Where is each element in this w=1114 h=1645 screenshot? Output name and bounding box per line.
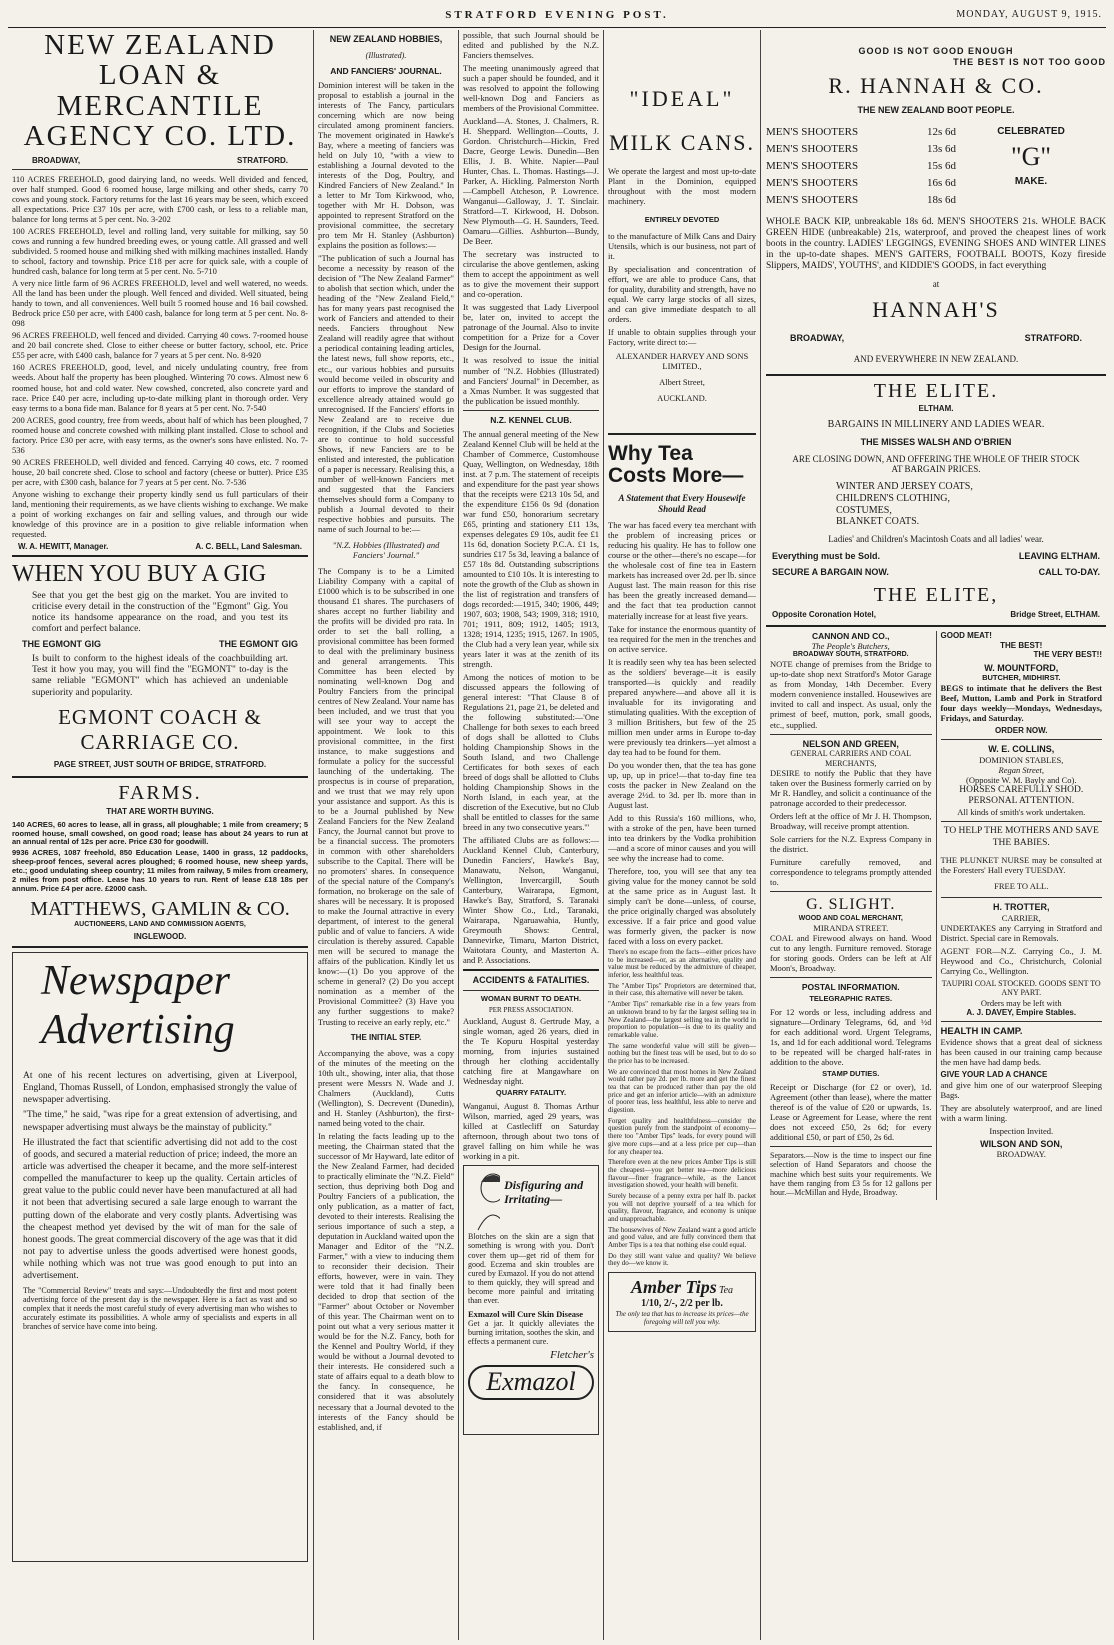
good-line-1: GOOD IS NOT GOOD ENOUGH	[858, 46, 1014, 56]
elite-item: CHILDREN'S CLOTHING,	[836, 492, 951, 504]
gig-body2: Is built to conform to the highest ideals of the coachbuilding art. Test it how you may, you will find the "EGMONT" to-day is the same reliable "EGMONT" which has achieved an undeniable superiority and popularity.	[32, 653, 288, 698]
farms-town: INGLEWOOD.	[133, 932, 187, 942]
elite-address	[772, 610, 1100, 619]
exmazol-headline: Disfiguring and Irritating—	[504, 1178, 584, 1207]
elite-item: BLANKET COATS.	[836, 516, 920, 528]
article-para: Wanganui, August 8. Thomas Arthur Wilson, married, aged 29 years, was killed at Castlecliff on Saturday afternoon, through about two tons of gravel falling on him while he was working in a pit.	[463, 1101, 599, 1162]
exmazol-body: Blotches on the skin are a sign that something is wrong with you. Don't cover them up—get rid of them for good. Eczema and skin troubles are cured by Exmazol. If you do not attend to them quickly, they will spread and become more painful and irritating than ever.	[468, 1232, 594, 1306]
article-para: Among the notices of motion to be discussed appears the following of general interest: "That Clause 8 of Regulations 21, page 21, be deleted and the following substituted:—'One Challenge for both sexes to each breed of dogs shall be allotted to Clubs holding Championship Shows in the South Island, and two Challenge Certificates for both sexes of each breed of dogs shall be allotted to Clubs holding Championship Shows in the North Island, in each year, at the discretion of the Executive, but no Club shall be entitled to classes for the same breed in any two consecutive years.'"	[463, 671, 599, 833]
article-para: Auckland, August 8. Gertrude May, a single woman, aged 26 years, died in the Te Kopuru Hospital yesterday morning, from injuries sustained through her clothing accidentally catching fire at Mangawhare on Wednesday night.	[463, 1016, 599, 1087]
article-para: The Company is to be a Limited Liability Company with a capital of £1000 which is to be subscribed in one thousand £1 shares. The purchasers of shares accept no further liability and the profits will be divided pro rata. In order to set the ball rolling, a provisional committee has been formed to deal with the preliminary business and general arrangements. This Committee has been elected by nominating well-known Dog and Poultry Fanciers from the principal centres of New Zealand. Your name has been included, and we trust that you will see your way to accept the appointment. We look to this provisional committee, in the first instance, to make suggestions and formulate a policy for the successful launching of the undertaking. The prospectus is in course of preparation, and we trust that we may rely upon your assistance and support. As this is to be a Journal published by New Zealand Fanciers for the New Zealand Fancy, the Journal cannot but prove to be a financial success. The promoters in common with other shareholders subscribe to the Capital. There will be no promoters' shares. In consequence of the special nature of the Company's formation, no brokerage on the sale of shares will be necessary. It is proposed to make the Journal attractive in every department, of interest to the general public and of value to fanciers. A wide circulation is thereby assured. Capable men will be secured to manage the affairs of the publication. Kindly let us know:—(1) Do you approve of the scheme in general? (2) Do you accept nomination as a member of the Provisional Committee? (3) Have you any further suggestions to make? Trusting to receive an early reply, etc."	[318, 565, 454, 1027]
tea-para: "Amber Tips" remarkable rise in a few years from an unknown brand to by far the largest selling tea in New Zealand—the largest selling tea in the world in proportion to population—is due to its quality and remarkable value.	[608, 1000, 756, 1039]
mountford-butcher: BUTCHER, MIDHIRST.	[982, 673, 1061, 683]
health-para: They are absolutely waterproof, and are lined with a warm lining.	[940, 1102, 1102, 1123]
tea-para: Forget quality and healthfulness—consider the question purely from the standpoint of economy—there too "Amber Tips" leads, for every pound will give more cups—and at a less price per cup—than for any cheaper tea.	[608, 1116, 756, 1156]
hannah-lines: WHOLE BACK KIP, unbreakable 18s 6d. MEN'S SHOOTERS 21s. WHOLE BACK GREEN HIDE (unbreakable) 21s, waterproof, and proved the cheapest lines of work boots in the country. LADIES' LEGGINGS, EVENING SHOES AND WINTER LINES in the up-to-date shapes. MEN'S GAITERS, FOOTBALL BOOTS, Kozy fireside Slippers, MAIDS', YOUTHS', and KIDDIE'S GOODS, in fact everything	[766, 216, 1106, 272]
shooter-price: 12s 6d	[926, 125, 956, 138]
farms-item: 9936 ACRES, 1087 freehold, 850 Education Lease, 1400 in grass, 12 paddocks, sheep-proof fences, several acres ploughed; 6 roomed house, new sheep yards, etc.; good undulating sheep country; 11 miles from railway, 5 miles from creamery, 2 miles from post office. Lease has 10 years to run. Rent of lease £18 18s per annum. Price £4 per acre. £2000 cash.	[12, 848, 308, 893]
elite-row-2	[772, 567, 1100, 578]
trotter-agent: AGENT FOR—N.Z. Carrying Co., J. M. Heywood and Co., Christchurch, Colonial Carrying Co., Wellington.	[940, 945, 1102, 976]
tea-para: Do you wonder then, that the tea has gone up, up, up in price!—that to-day fine tea costs the packer in New Zealand on the average 2½d. to 3d. per lb. more than in August last.	[608, 759, 756, 810]
article-para: The meeting unanimously agreed that such a paper should be founded, and it was resolved to appoint the following well-known Dog and Fanciers as members of the Provisional Committee.	[463, 63, 599, 114]
tea-para: We are convinced that most homes in New Zealand would rather pay 2d. per lb. more and get the finest tea that can be produced rather than pay the old price and get an inferior article—with an admixture of poorer teas, less healthful, less able to nerve and digestion.	[608, 1067, 756, 1115]
classifieds-left	[766, 631, 936, 1200]
elite-opp: Opposite Coronation Hotel,	[772, 609, 876, 619]
advertising-para: "The time," he said, "was ripe for a great extension of advertising, and newspaper advertising must always be the mainstay of publicity."	[23, 1110, 297, 1133]
exmazol-logo: Exmazol	[468, 1365, 594, 1400]
article-para: In relating the facts leading up to the meeting, the Chairman stated that the successor of Mr Hayward, late editor of the New Zealand Farmer, had decided to practically eliminate the "N.Z. Field" section, thus depriving both Dog and Poultry Fanciers of a publication, the only publication, as a matter of fact, devoted to their interests. Realising the serious importance of such a step, a deputation in Auckland waited upon the Manager and Editor of the "N.Z. Farmer," with a view to inducing them to reconsider their decision. Their efforts, however, were in vain. They were told that it had finally been decided to drop that section of the "Farmer" about October or November of this year. The Chairman went on to point out what a very serious matter it would be for the N.Z. Fancy, both for the Kennel and Poultry World, if they would be without a Journal devoted to their interests. He considered such a state of affairs equal to a death blow to the fancy. In consequence, he considered that it was absolutely necessary that a Journal devoted to the interests of the Fancy should be established, and, if	[318, 1131, 454, 1432]
amber-tips-box	[608, 1272, 756, 1332]
agency-left: BROADWAY,	[32, 155, 81, 165]
masthead-date: MONDAY, AUGUST 9, 1915.	[956, 9, 1102, 20]
masthead-title: STRATFORD EVENING POST.	[445, 9, 669, 21]
nelson-para: DESIRE to notify the Public that they have taken over the Business formerly carried on by Mr R. Handley, and solicit a continuance of the patronage accorded to their predecessor.	[770, 768, 932, 809]
agency-manager: W. A. HEWITT, Manager.	[18, 541, 109, 551]
agency-salesman: A. C. BELL, Land Salesman.	[195, 541, 302, 551]
article-para: Accompanying the above, was a copy of the minutes of the meeting on the 10th ult., showing, inter alia, that those present were Messrs N. Wade and J. Chalmers (Auckland), Cutts (Wellington), S. Decrevent (Dunedin), and H. Stanley (Ashburton), the first-named being voted to the chair.	[318, 1047, 454, 1129]
exmazol-ad	[463, 1165, 599, 1435]
elite-title: THE ELITE.	[873, 380, 999, 403]
slight-para: COAL and Firewood always on hand. Wood cut to any length. Furniture removed. Storage for storing goods. Orders can be left at Alf Moon's, Broadway.	[770, 933, 932, 974]
farms-subtitle: THAT ARE WORTH BUYING.	[106, 807, 214, 817]
nelson-para: Sole carriers for the N.Z. Express Company in the district.	[770, 834, 932, 855]
column-5	[766, 30, 1106, 1640]
farms-firm: MATTHEWS, GAMLIN & CO.	[30, 897, 290, 920]
farms-item: 140 ACRES, 60 acres to lease, all in grass, all ploughable; 1 mile from creamery; 5 roomed house, small cowshed, on good road; lease has about 24 years to run at an annual rental of 12s per acre. Price £30 for goodwill.	[12, 819, 308, 847]
shooter-label: MEN'S SHOOTERS	[766, 193, 859, 206]
agency-ad	[12, 30, 308, 551]
elite-sold: Everything must be Sold.	[772, 550, 881, 561]
article-para: It was resolved to issue the initial number of "N.Z. Hobbies (Illustrated) and Fanciers' Journal" in December, as a Xmas Number. It was suggested that the publication be issued monthly.	[463, 355, 599, 406]
mountford-title: W. MOUNTFORD,	[984, 663, 1059, 674]
shooter-label: MEN'S SHOOTERS	[766, 142, 859, 155]
shooters-block	[766, 122, 1106, 211]
column-1	[12, 30, 308, 1640]
shooter-row	[766, 160, 956, 173]
elite-title-2: THE ELITE,	[873, 584, 999, 607]
gig-sub2: THE EGMONT GIG	[218, 639, 298, 650]
hannahs-name: HANNAH'S	[872, 297, 1000, 323]
very-best: THE VERY BEST!!	[1033, 650, 1102, 659]
hannah-stratford: STRATFORD.	[1024, 333, 1082, 344]
shooter-row	[766, 177, 956, 190]
article-para: Dominion interest will be taken in the proposal to establish a journal in the interests of The Fancy, particulars concerning which are now being circulated among prominent fanciers. The movement originated in Hawke's Bay, where a meeting of fanciers was held on July 10, "with a view to establishing a Journal devoted to the interests of the Dog, Poultry, and Kindred Fanciers of New Zealand." In a letter to Mr Tom Kirkwood, who, together with Mr H. Dobson, was appointed to represent Stratford on the provisional committee, the secretary pro tem Mr H. Stanley (Ashburton) explains the position as follows:—	[318, 80, 454, 251]
advertising-title-2: Advertising	[41, 1007, 235, 1054]
exmazol-tagline: Exmazol will Cure Skin Disease	[468, 1308, 584, 1319]
ideal-city: AUCKLAND.	[657, 393, 707, 404]
trotter-taupiri: TAUPIRI COAL STOCKED. GOODS SENT TO ANY PART.	[941, 978, 1101, 998]
cannon-para: NOTE change of premises from the Bridge to up-to-date shop next Stratford's Motor Garage as from Monday, 14th December. Every modern convenience installed. Housewives are invited to call and inspect. As usual, only the primest of beef, mutton, pork, small goods, etc., supplied.	[770, 659, 932, 730]
hobbies-title: NEW ZEALAND HOBBIES,	[329, 34, 443, 44]
tea-para: The "Amber Tips" Proprietors are determined that, in their case, this alternative will never be taken.	[608, 981, 756, 998]
trotter-davey: A. J. DAVEY, Empire Stables.	[966, 1007, 1077, 1017]
initial-step-heading: THE INITIAL STEP.	[350, 1032, 422, 1042]
woman-illustration-icon	[468, 1170, 500, 1232]
elite-bridge: Bridge Street, ELTHAM.	[1010, 609, 1100, 619]
celebrated-block	[956, 122, 1106, 211]
agency-staff	[18, 542, 302, 551]
elite-secure: SECURE A BARGAIN NOW.	[772, 567, 889, 578]
tea-para: Do they still want value and quality? We believe they do—we know it.	[608, 1251, 756, 1268]
article-para: The secretary was instructed to circularise the above gentlemen, asking them to accept the appointment as well as to give the movement their support and co-operation.	[463, 249, 599, 300]
elite-call: CALL TO-DAY.	[1038, 567, 1100, 578]
tea-para: Therefore even at the new prices Amber Tips is still the cheapest—you get better tea—more delicious flavour—finer fragrance—while, as the Lancet investigation showed, your health will benefit.	[608, 1158, 756, 1190]
health-give: GIVE YOUR LAD A CHANCE	[940, 1070, 1048, 1080]
column-rule	[313, 30, 314, 1640]
postal-heading: POSTAL INFORMATION.	[801, 982, 900, 993]
trotter-carrier: CARRIER,	[1001, 912, 1041, 923]
telegraph-heading: TELEGRAPHIC RATES.	[809, 994, 893, 1004]
advertising-para: The "Commercial Review" treats and says:—Undoubtedly the first and most potent advertising force of the present day is the newspaper. Here is a fact as vast and so complex that it needs the most careful study of every advertising man who wishes to accurately estimate its possibilities. A whole army of specialists and experts in all branches of service have come into being.	[23, 1285, 297, 1332]
shooter-row	[766, 143, 956, 156]
elite-item: COSTUMES,	[836, 504, 892, 516]
tea-para: The war has faced every tea merchant with the problem of increasing prices or reducing his quality. He has to follow one course or the other—there's no escape—for the wholesale cost of fine tea in Eastern markets has increased over 2d. per lb. since August last. The main reason for this rise has been the greatly increased demand—and the fact that tea production cannot materially increase for at least five years.	[608, 520, 756, 621]
article-para: It was suggested that Lady Liverpool be, later on, invited to accept the patronage of the Journal. Also to invite competition for a Prize for a Cover Design for the Journal.	[463, 302, 599, 353]
agency-address	[32, 156, 288, 165]
amber-tips-price: 1/10, 2/-, 2/2 per lb.	[641, 1298, 723, 1310]
agency-right: STRATFORD.	[237, 155, 288, 165]
tea-title-1: Why Tea	[608, 442, 693, 466]
masthead	[8, 4, 1106, 26]
shooters-list	[766, 122, 956, 211]
classifieds	[766, 631, 1106, 1200]
health-inspection: Inspection Invited.	[989, 1125, 1054, 1136]
listing-item: 160 ACRES FREEHOLD, good, level, and nicely undulating country, free from weeds. About half the property has been ploughed. Wintering 70 cows. Almost new 6 roomed house, hot and cold water. New cowshed, concreted, also concrete yard and race. Price £40 per acre, including up-to-date milking plant in thorough order. Very easy terms to a bona fide man. Balance for 8 years at 5 per cent. No. 7-540	[12, 362, 308, 413]
shooter-price: 16s 6d	[926, 176, 956, 189]
trotter-orders: Orders may be left with	[980, 997, 1062, 1008]
stamp-para: Receipt or Discharge (for £2 or over), 1d. Agreement (other than lease), where the matter thereof is of the value of £20 or upwards, 1s. Lease or Agreement for Lease, where the rent does not exceed £50, 2s 6d; for every additional £50, or part of £50, 2s 6d.	[770, 1082, 932, 1143]
order-now: ORDER NOW.	[995, 725, 1048, 735]
article-para: "The publication of such a Journal has become a necessity by reason of the decision of "The New Zealand Farmer" to abolish that section which, under the heading of the "New Zealand Field," has for many years past recognised the work of Fanciers and attended to their needs. Fanciers throughout New Zealand will readily agree that without a periodical containing leading articles, the latest news, full show reports, etc., etc., our various hobbies and pursuits would become veiled in obscurity and our efforts to improve the standard of excellence already attained would go unrecognised. If the Fanciers' efforts in New Zealand are to receive due recognition, if the Clubs and Societies are to continue to hold successful Shows, if new Fanciers are to be enlisted and interested, the publication of a paper is necessary. Realising this, a number of well-known Fanciers met and suggested that the Fanciers themselves should form a Company to publish a Journal devoted to their respective hobbies and pursuits. The name of such Journal to be:—	[318, 253, 454, 534]
health-para: and give him one of our waterproof Sleeping Bags.	[940, 1079, 1102, 1100]
hannah-title: R. HANNAH & CO.	[828, 73, 1044, 99]
agency-listings	[12, 174, 308, 486]
column-2	[318, 30, 454, 1640]
trotter-title: H. TROTTER,	[993, 901, 1050, 912]
shooter-price: 18s 6d	[926, 193, 956, 206]
tea-para: Take for instance the enormous quantity of tea required for the men in the trenches and on active service.	[608, 623, 756, 654]
tea-para: The same wonderful value will still be given—nothing but the finest teas will be used, but to do so the price has to be increased.	[608, 1041, 756, 1065]
agency-closing: Anyone wishing to exchange their property kindly send us full particulars of their land, mentioning their requirements, as we have clients wishing to exchange. We make a point of working exchanges on fair and selling values, and through our wide knowledge of this province are in a position to give reliable information when requested.	[12, 488, 308, 539]
ideal-para: to the manufacture of Milk Cans and Dairy Utensils, which is our business, not part of it.	[608, 230, 756, 261]
elite-closing: ARE CLOSING DOWN, AND OFFERING THE WHOLE OF THEIR STOCK AT BARGAIN PRICES.	[792, 453, 1080, 475]
listing-item: 110 ACRES FREEHOLD, good dairying land, no weeds. Well divided and fenced, over half stumped. Good 6 roomed house, large milking and other sheds, carry 70 cows and young stock. Factory returns for the last 16 years may be seen, which exceed all expectations. Price £37 10s per acre, with £700 cash, or less to a reliable man, balance for long terms at 5 per cent. No. 3-202	[12, 174, 308, 225]
amber-tips-logo: Amber Tips	[630, 1277, 717, 1298]
cannon-addr: BROADWAY SOUTH, STRATFORD.	[792, 651, 909, 659]
hobbies-subtitle: AND FANCIERS' JOURNAL.	[330, 66, 442, 77]
advertising-text	[23, 1070, 297, 1332]
article-para: The affiliated Clubs are as follows:—Auckland Kennel Club, Canterbury, Dunedin Fanciers', Hawke's Bay, Manawatu, Nelson, Wanganui, Wellington, Invercargill, South Canterbury, Wairarapa, Egmont, Hawke's Bay, Stratford, S. Taranaki Winter Show Co., Ltd., Taranaki, Wairarapa, Ngaruawahia, Huntly, Greymouth Shows: Central, Dannevirke, Timaru, Marton District, Waitotara County, and Masterton A. and P. Associations.	[463, 835, 599, 966]
column-rule	[458, 30, 459, 1640]
wilson-broadway: BROADWAY.	[996, 1149, 1046, 1160]
trotter-para: UNDERTAKES any Carrying in Stratford and District. Special care in Removals.	[940, 922, 1102, 943]
collins-title: W. E. COLLINS,	[988, 744, 1055, 755]
slight-street: MIRANDA STREET.	[813, 923, 889, 934]
gig-ad	[12, 561, 308, 770]
stamp-heading: STAMP DUTIES.	[822, 1069, 880, 1079]
exmazol-fletcher: Fletcher's	[550, 1349, 594, 1362]
farms-ad	[12, 782, 308, 942]
shooter-label: MEN'S SHOOTERS	[766, 176, 859, 189]
shooter-label: MEN'S SHOOTERS	[766, 159, 859, 172]
hobbies-illus: (Illustrated).	[365, 50, 407, 60]
tea-subtitle: A Statement that Every Housewife Should Read	[618, 493, 746, 514]
advertising-box	[12, 952, 308, 1562]
listing-item: 90 ACRES FREEHOLD, well divided and fenced. Carrying 40 cows, etc. 7 roomed house, 20 bail concrete shed. Close to school and factory (cheese or butter). Price £35 per acre, with £300 cash, balance for 7 years at 5 per cent. No. 7-536	[12, 456, 308, 487]
gig-sub1: THE EGMONT GIG	[22, 639, 102, 650]
separators-para: Separators.—Now is the time to inspect our fine selection of Hand Separators and choose the machine which best suits your requirements. We have them ranging from £3 5s for 12 gallons per hour.—McMillan and Hyde, Broadway.	[770, 1151, 932, 1198]
tea-para: Surely because of a penny extra per half lb. packet you will not deprive yourself of a tea which for quality, flavour, fragrance, and economy is unique and unapproachable.	[608, 1191, 756, 1223]
hannah-broadway: BROADWAY,	[790, 333, 845, 344]
elite-leaving: LEAVING ELTHAM.	[1018, 550, 1100, 561]
shooter-price: 13s 6d	[926, 142, 956, 155]
accidents-heading: ACCIDENTS & FATALITIES.	[472, 975, 590, 986]
hannah-address	[790, 333, 1082, 344]
elite-item: WINTER AND JERSEY COATS,	[836, 481, 973, 493]
tea-small-text	[608, 949, 756, 1268]
article-para: The annual general meeting of the New Zealand Kennel Club will be held at the Chamber of Commerce, Customhouse Quay, Wellington, on Wednesday, 18th inst. at 7 p.m. The statement of receipts and expenditure for the past year shows that the receipts were £213 10s 5d, and the expenditure £156 0s 9d (donation war fund £50, honorarium secretary £65, printing and stationery £11 13s, expenses delegates £9 10s, audit fee £1 11s 6d, donation Society P.C.A. £1 1s, sundries £17 5s 3d, leaving a balance of £57 18s 8d. Outstanding subscriptions amounted to £10 10s. It is interesting to note the growth of the Club as shown in the list of registration and transfers of dogs recorded:—1915, 340; 1906, 449; 1907, 603; 1908, 543; 1909, 318; 1910, 701; 1911, 809; 1912, 1405; 1913, 1328; 1914, 1235; 1915, 1267. In 1905, the Club had a very lean year, while six years later it was at the zenith of its strength.	[463, 428, 599, 669]
masthead-rule	[8, 27, 1106, 28]
tea-para: Add to this Russia's 160 millions, who, with a stroke of the pen, have been turned into tea drinkers by the Vodka prohibition—and a score of minor causes and you will see why the increase had to come.	[608, 812, 756, 863]
shooter-row	[766, 194, 956, 207]
ideal-title: "IDEAL"	[629, 86, 735, 111]
nelson-para: Orders left at the office of Mr J. H. Thompson, Broadway, will receive prompt attention.	[770, 811, 932, 832]
tea-para: It is readily seen why tea has been selected as the soldiers' beverage—it is easily transported—is quickly and readily prepared anywhere—and above all it is invaluable for its invigorating and stimulating qualities. With the exception of 3 million Britishers, but few of the 25 million men under arms in Europe to-day were previously tea drinkers—yet almost a day tea had to be found for them.	[608, 656, 756, 757]
cannon-butchers: The People's Butchers,	[811, 641, 890, 652]
elite-items	[836, 481, 1106, 528]
ideal-devoted: ENTIRELY DEVOTED	[644, 214, 720, 224]
column-rule	[603, 30, 604, 1640]
elite-misses: THE MISSES WALSH AND O'BRIEN	[860, 437, 1012, 448]
listing-item: 96 ACRES FREEHOLD, well fenced and divided. Carrying 40 cows. 7-roomed house and 20 bail concrete shed. Close to either cheese or butter factory, school, etc. Price £55 per acre, with £400 cash, balance for 7 years at 5 per cent. No. 8-920	[12, 330, 308, 361]
advertising-para: At one of his recent lectures on advertising, given at Liverpool, England, Thomas Russell, of London, emphasised strongly the value of newspaper advertising.	[23, 1070, 297, 1106]
article-para: possible, that such Journal should be edited and published by the N.Z. Fanciers themselves.	[463, 30, 599, 61]
elite-eltham: ELTHAM.	[918, 404, 954, 414]
collins-horses: HORSES CAREFULLY SHOD. PERSONAL ATTENTION.	[959, 785, 1084, 807]
classifieds-right	[936, 631, 1107, 1200]
g-make: "G"	[1010, 141, 1051, 171]
exmazol-more: Get a jar. It quickly alleviates the burning irritation, soothes the skin, and effects a permanent cure.	[468, 1318, 594, 1347]
press-assoc: PER PRESS ASSOCIATION.	[488, 1005, 574, 1014]
column-rule	[760, 30, 761, 1640]
ideal-addr: Albert Street,	[659, 377, 705, 388]
hannah-everywhere: AND EVERYWHERE IN NEW ZEALAND.	[853, 353, 1019, 364]
collins-smith: All kinds of smith's work undertaken.	[957, 807, 1086, 818]
amber-tips-note: The only tea that has to increase its prices—the foregoing will tell you why.	[615, 1310, 749, 1327]
tea-title-2: Costs More—	[608, 464, 744, 488]
the-best: THE BEST!	[1000, 640, 1043, 650]
column-3	[463, 30, 599, 1640]
wilson-title: WILSON AND SON,	[980, 1138, 1063, 1149]
ideal-para: If unable to obtain supplies through your Factory, write direct to:—	[608, 326, 756, 347]
tea-para: Therefore, too, you will see that any tea giving value for the money cannot be sold at the same price as in August last. It simply can't be done—unless, of course, the price originally charged was absolutely excessive. If a fair price and good value was formerly given, the packer is now faced with a loss on every packet.	[608, 865, 756, 946]
gig-company: EGMONT COACH & CARRIAGE CO.	[58, 704, 262, 754]
gig-body: See that you get the best gig on the market. You are invited to criticise every detail in the construction of the "Egmont" Gig. You notice its handsome appearance on the road, and you test its comfort and perfect balance.	[32, 590, 288, 635]
quarry-heading: QUARRY FATALITY.	[495, 1088, 567, 1098]
elite-row-1	[772, 551, 1100, 562]
collins-street: Regan Street,	[998, 765, 1044, 776]
listing-item: 200 ACRES, good country, free from weeds, about half of which has been ploughed, 7 roomed house and concrete cowshed with milking plant installed. Close to school and factory. Price £30 per acre, with easy terms, as the owner's sons have enlisted. No. 7-536	[12, 414, 308, 455]
farms-firmsub: AUCTIONEERS, LAND AND COMMISSION AGENTS,	[74, 921, 246, 929]
agency-title: NEW ZEALAND LOAN & MERCANTILE AGENCY CO. LTD.	[23, 30, 297, 153]
collins-opp: (Opposite W. M. Bayly and Co).	[966, 775, 1077, 786]
slight-title: G. SLIGHT.	[806, 896, 896, 914]
good-meat: GOOD MEAT!	[940, 631, 992, 641]
amber-tips-tea: Tea	[718, 1285, 734, 1297]
nelson-title: NELSON AND GREEN,	[802, 738, 899, 749]
collins-stables: DOMINION STABLES,	[979, 755, 1064, 765]
shooter-label: MEN'S SHOOTERS	[766, 125, 859, 138]
health-heading: HEALTH IN CAMP.	[940, 1025, 1023, 1037]
tea-para: The housewives of New Zealand want a good article and good value, and are fully convinced them that Amber Tips is a tea that nothing else could equal.	[608, 1225, 756, 1250]
hannah-subtitle: THE NEW ZEALAND BOOT PEOPLE.	[857, 105, 1015, 116]
ideal-para: We operate the largest and most up-to-date Plant in the Dominion, equipped throughout with the most modern machinery.	[608, 165, 756, 206]
nelson-para: Furniture carefully removed, and correspondence to telegrams promptly attended to.	[770, 857, 932, 888]
cannon-title: CANNON AND CO.,	[811, 631, 890, 642]
shooter-price: 15s 6d	[926, 159, 956, 172]
elite-mac: Ladies' and Children's Macintosh Coats and all ladies' wear.	[828, 534, 1044, 545]
farms-title: FARMS.	[118, 781, 202, 804]
hannah-at: at	[932, 278, 940, 289]
celebrated-label: CELEBRATED	[997, 125, 1065, 137]
telegraph-para: For 12 words or less, including address and signature—Ordinary Telegrams, 6d, and ½d for each additional word. Urgent Telegrams, 1s, and 1d for each additional word. Telegrams to be repeated will be charged half-rates in addition to the above.	[770, 1007, 932, 1068]
kennel-heading: N.Z. KENNEL CLUB.	[490, 414, 572, 425]
ideal-para: By specialisation and concentration of effort, we are able to produce Cans, that for quality, durability and strength, have no equal. We carry large stocks of all sizes, and can give immediate despatch to all orders.	[608, 263, 756, 324]
hobbies-quote: "N.Z. Hobbies (Illustrated) and Fanciers' Journal."	[332, 539, 440, 560]
health-para: Evidence shows that a great deal of sickness has been caused in our training camp because the men have had damp beds.	[940, 1037, 1102, 1068]
plunket-help: TO HELP THE MOTHERS AND SAVE THE BABIES.	[943, 826, 1099, 848]
gig-subheads	[22, 639, 298, 650]
shooter-row	[766, 126, 956, 139]
ideal-firm: ALEXANDER HARVEY AND SONS LIMITED.,	[615, 350, 749, 371]
nelson-carriers: GENERAL CARRIERS AND COAL MERCHANTS,	[790, 749, 912, 768]
slight-wood: WOOD AND COAL MERCHANT,	[798, 915, 903, 923]
elite-bargains: BARGAINS IN MILLINERY AND LADIES WEAR.	[827, 419, 1045, 431]
advertising-para: He illustrated the fact that scientific advertising did not add to the cost of goods, and secured a material reduction of price; indeed, the more an article was advertised the cheaper it became, and the more self-interest compelled the manufacturer to keep up the quality. Certain articles of great value to the public could never have been manufactured at all had it not been that advertising secured a sale large enough to warrant the putting down of the elaborate and very costly plants. Advertising was the cheapest method yet devised by the wit of man for the sale of honest goods. The great commercial discovery of the age was that it did not pay to advertise unless the goods advertised were honest goods, while nothing which was not true was good enough to put into an advertisement.	[23, 1137, 297, 1282]
listing-item: A very nice little farm of 96 ACRES FREEHOLD, level and well watered, no weeds. All the land has been under the plough. Well fenced and divided. Well situated, being handy to town, and all conveniences. Well built 5 roomed house and 16 bail cowshed. Bedrock price £50 per acre, with £400 cash, balance for long term at 5 per cent. No. 8-098	[12, 278, 308, 329]
plunket-para: THE PLUNKET NURSE may be consulted at the Foresters' Hall every TUESDAY.	[940, 854, 1102, 875]
gig-address: PAGE STREET, JUST SOUTH OF BRIDGE, STRATFORD.	[53, 760, 267, 770]
make-label: MAKE.	[1014, 176, 1048, 188]
good-line-2: THE BEST IS NOT TOO GOOD	[953, 56, 1106, 67]
gig-title: WHEN YOU BUY A GIG	[12, 561, 267, 588]
ideal-subtitle: MILK CANS.	[609, 129, 755, 155]
column-4	[608, 30, 756, 1640]
advertising-title-1: Newspaper	[41, 957, 230, 1004]
tea-para: There's no escape from the facts—either prices have to be increased—or, as an alternative, quality and value must be reduced by the admixture of cheaper, inferior, less healthful teas.	[608, 948, 756, 980]
listing-item: 100 ACRES FREEHOLD, level and rolling land, very suitable for milking, say 50 cows and running a few hundred breeding ewes, or young cattle. All grassed and well subdivided. 5 roomed house and milking shed with milking machines installed. Handy to school, factory and township. Price £18 per acre for quick sale, with a couple of hundred cash, balance for long term at 5 per cent. No. 5-710	[12, 226, 308, 277]
woman-heading: WOMAN BURNT TO DEATH.	[480, 994, 582, 1004]
plunket-free: FREE TO ALL.	[994, 880, 1049, 891]
mountford-para: BEGS to intimate that he delivers the Best Beef, Mutton, Lamb and Pork in Stratford four days weekly—Mondays, Wednesdays, Fridays, and Saturday.	[940, 682, 1102, 723]
article-para: Auckland—A. Stones, J. Chalmers, R. H. Sheppard. Wellington—Coutts, J. Gordon. Christchurch—Hickin, Fred Dacre, George Lewis. Dunedin—Ben Ellis, J. B. White. Napier—Paul Hunter, Chas. L. Thomas. Hastings—J. Parker, A. Hickling. Palmerston North—Campbell Atcheson, P. Lowrence. Wanganui—Galloway, J. T. Sinclair. Stratford—T. Kirkwood, H. Dobson. New Plymouth—G. H. Saunders, Teed. Oamaru—Gillies. Ashburton—Bundy, De Beer.	[463, 116, 599, 247]
